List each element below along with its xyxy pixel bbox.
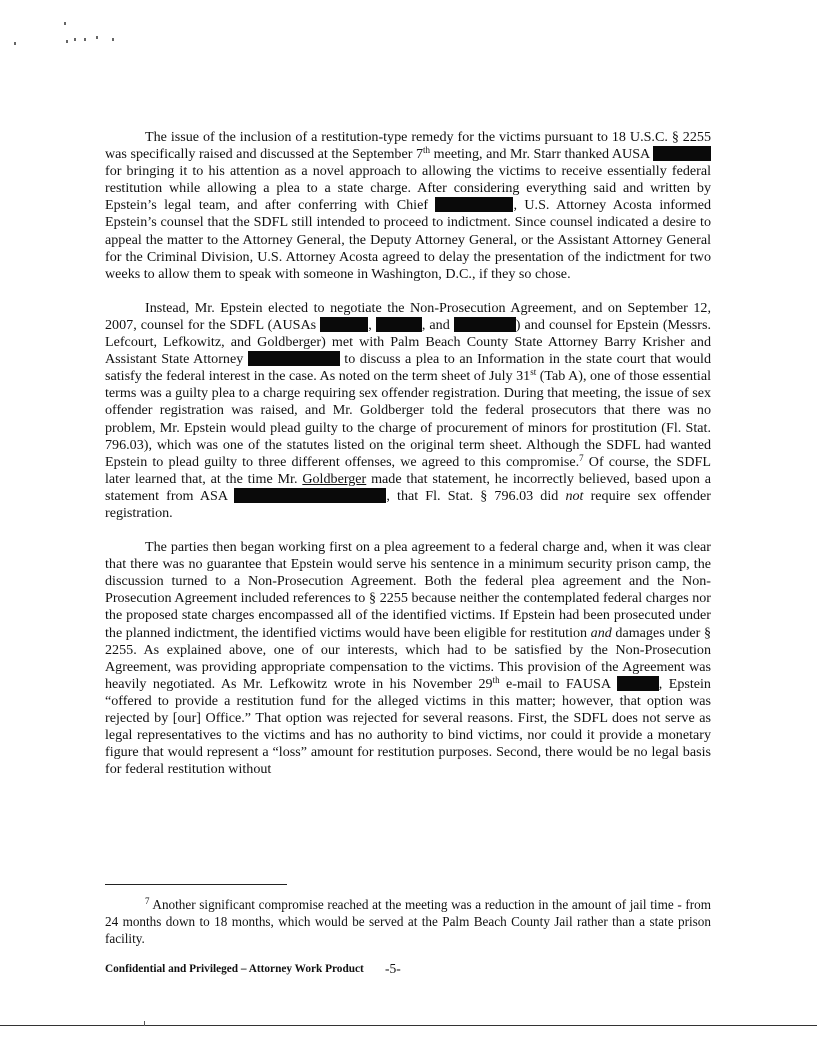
text-run: ) and counsel for Epstein (Messrs. Lefcourt, Lefkowitz, and Goldberger) met with Palm Beach County State Attorney Barry Krisher and Assistant State Attorney — [105, 316, 712, 368]
paragraph-3 — [105, 539, 711, 778]
superscript: st — [530, 367, 537, 378]
text-run: , Epstein “offered to provide a restitution fund for the alleged victims in this matter; however, that option was rejected by [our] Office.” That option was rejected for several reasons. First, the SDFL does not serve as legal representatives to the victims and has no authority to bind victims, nor could it provide a monetary figure that would represent a “loss” amount for restitution purposes. Second, there would be no legal basis for federal restitution without — [105, 675, 711, 778]
redaction-box — [234, 488, 386, 503]
superscript: th — [423, 145, 431, 156]
text-run: (Tab A), one of those essential terms was a guilty plea to a charge requiring sex offender registration. During that meeting, the issue of sex offender registration was raised, and Mr. Goldberger told the federal prosecutors that there was no problem, Mr. Epstein would plead guilty to the charge of procurement of minors for prostitution (Fl. Stat. 796.03), which was one of the statutes listed on the original term sheet. Although the SDFL had wanted Epstein to plead guilty to three different offenses, we agreed to this compromise. — [105, 368, 712, 470]
footnote-text: Another significant compromise reached at the meeting was a reduction in the amount of jail time - from 24 months down to 18 months, which would be served at the Palm Beach County Jail rather than a state prison facility. — [105, 897, 711, 946]
scan-speck — [66, 40, 68, 43]
text-run: to discuss a plea to an Information in the state court that would satisfy the federal interest in the case. As noted on the term sheet of July 31 — [105, 351, 711, 385]
redaction-box — [435, 197, 513, 212]
paragraph-2 — [105, 300, 711, 522]
scan-tick-mark — [144, 1021, 145, 1026]
scan-artifacts — [14, 18, 134, 58]
text-run: , U.S. Attorney Acosta informed Epstein’s counsel that the SDFL still intended to proceed to indictment. Since counsel indicated a desire to appeal the matter to the Attorney General, the Deputy Attorney General, or the Assistant Attorney General for the Criminal Division, U.S. Attorney Acosta agreed to delay the presentation of the indictment for two weeks to allow them to speak with someone in Washington, D.C., if they so chose. — [105, 197, 711, 282]
text-run: The issue of the inclusion of a restitution-type remedy for the victims pursuant to 18 U.S.C. § 2255 was specifically raised and discussed at the September 7 — [105, 129, 711, 163]
memo-body — [105, 129, 711, 778]
redaction-box — [617, 676, 659, 691]
text-run: , that Fl. Stat. § 796.03 did — [386, 487, 566, 504]
scan-speck — [96, 36, 98, 39]
text-run: meeting, and Mr. Starr thanked AUSA — [430, 146, 654, 163]
scan-speck — [112, 38, 114, 41]
superscript: th — [492, 674, 500, 685]
scan-speck — [14, 42, 16, 45]
redaction-box — [653, 146, 711, 161]
text-run: , — [368, 316, 376, 333]
footnote-7 — [105, 897, 711, 947]
redaction-box — [454, 317, 516, 332]
text-run: The parties then began working first on a plea agreement to a federal charge and, when it was clear that there was no guarantee that Epstein would serve his sentence in a minimum security prison camp, the discussion turned to a Non-Prosecution Agreement. Both the federal plea agreement and the Non-Prosecution Agreement included references to § 2255 because neither the contemplated federal charges nor the proposed state charges encompassed all of the identified victims. If Epstein had been prosecuted under the planned indictment, the identified victims would have been eligible for restitution — [105, 539, 711, 641]
text-run: made that statement, he incorrectly believed, based upon a statement from ASA — [105, 470, 711, 504]
text-run: for bringing it to his attention as a novel approach to allowing the victims to receive essentially federal restitution while allowing a plea to a state charge. After considering everything said and written by Epstein’s legal team, and after conferring with Chief — [105, 163, 711, 214]
redaction-box — [376, 317, 422, 332]
text-run: e-mail to FAUSA — [499, 675, 617, 692]
paragraph-1 — [105, 129, 711, 283]
text-run: Of course, the SDFL later learned that, at the time Mr. — [105, 453, 711, 487]
scan-speck — [84, 38, 86, 41]
redaction-box — [248, 351, 340, 366]
scan-bottom-line — [0, 1025, 817, 1026]
emphasis-text: not — [565, 487, 584, 504]
scan-speck — [64, 22, 66, 25]
text-run: Instead, Mr. Epstein elected to negotiate the Non-Prosecution Agreement, and on September 12, 2007, counsel for the SDFL (AUSAs — [105, 299, 711, 333]
text-run: damages under § 2255. As explained above, one of our interests, which had to be satisfied by the Non-Prosecution Agreement, was providing appropriate compensation to the victims. This provision of the Agreement was heavily negotiated. As Mr. Lefkowitz wrote in his November 29 — [105, 624, 712, 692]
confidentiality-footer: Confidential and Privileged – Attorney Work Product — [105, 963, 364, 975]
redaction-box — [320, 317, 368, 332]
scan-speck — [74, 38, 76, 41]
page-number: -5- — [385, 961, 401, 976]
text-run: require sex offender registration. — [105, 487, 711, 521]
emphasis-text: and — [590, 624, 612, 641]
footnote-separator — [105, 884, 287, 885]
footnote-marker: 7 — [145, 896, 150, 906]
text-run: , and — [421, 316, 454, 333]
underlined-text: Goldberger — [302, 470, 367, 487]
superscript: 7 — [579, 452, 584, 463]
